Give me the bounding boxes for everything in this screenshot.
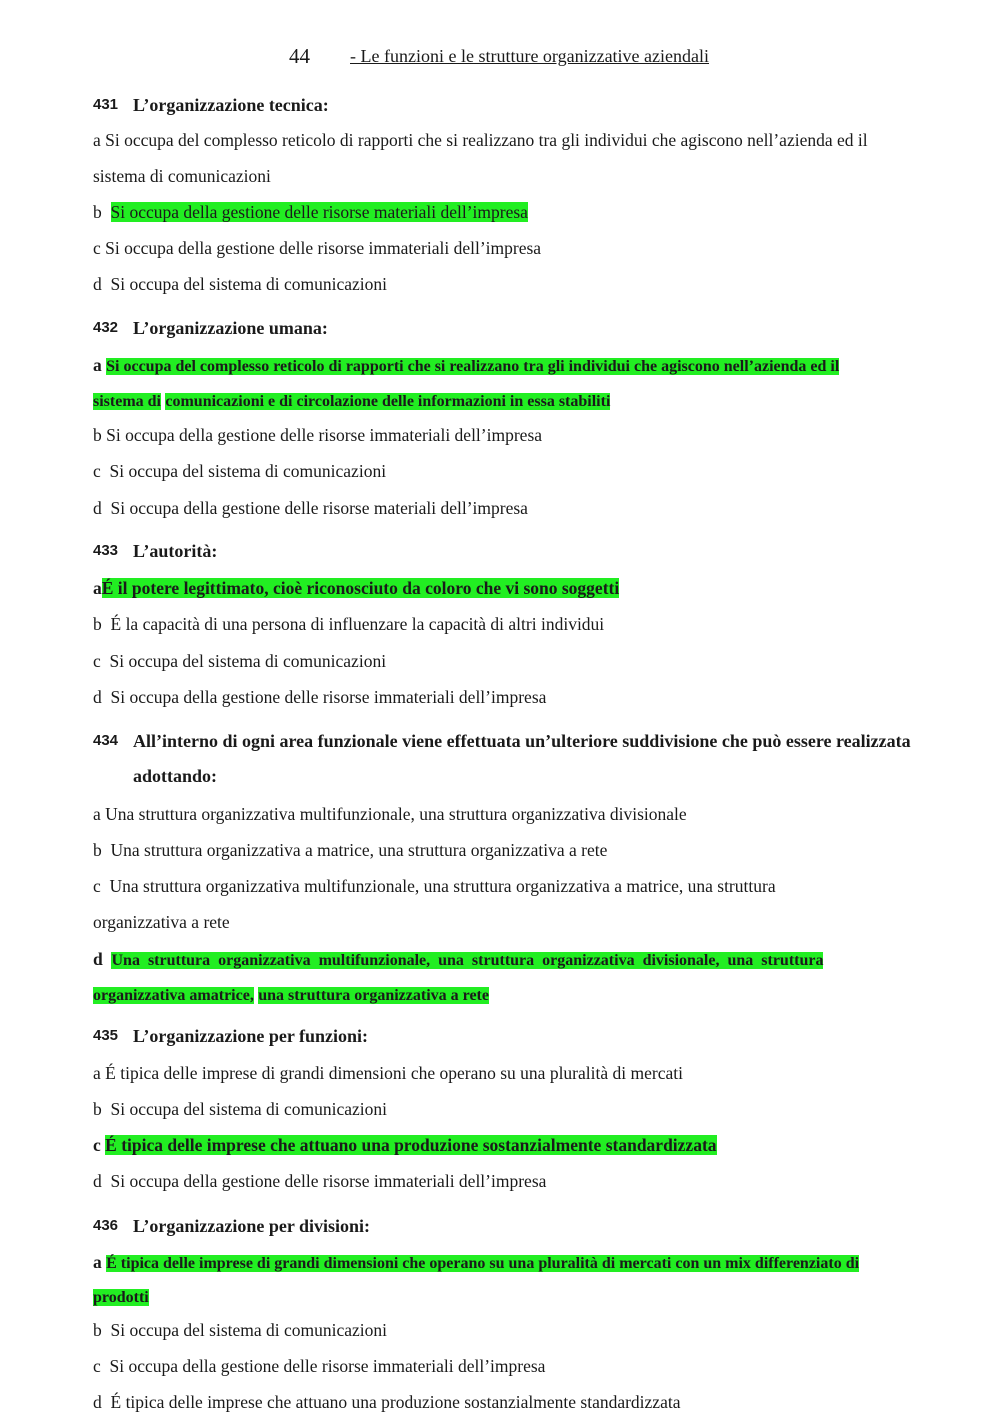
correct-answer-highlight: prodotti — [93, 1289, 149, 1306]
option-letter: a — [93, 1252, 102, 1272]
option-436-a — [93, 1244, 859, 1282]
question-title: L’autorità: — [133, 541, 218, 561]
option-434-c — [93, 868, 776, 904]
option-436-a-cont — [93, 1278, 149, 1316]
option-434-d — [93, 941, 823, 979]
option-434-b — [93, 832, 607, 868]
option-431-a-cont — [93, 158, 271, 194]
option-text: É tipica delle imprese che attuano una produzione sostanzialmente standardizzata — [110, 1392, 681, 1412]
option-435-a — [93, 1055, 683, 1091]
option-text: Una struttura organizzativa multifunzionale, una struttura organizzativa a matrice, una struttura — [109, 876, 776, 896]
option-letter: a — [93, 130, 101, 150]
option-text: Si occupa del sistema di comunicazioni — [109, 461, 387, 481]
correct-answer-highlight: organizzativa amatrice, — [93, 987, 254, 1004]
question-title: L’organizzazione per funzioni: — [133, 1026, 368, 1046]
option-435-d — [93, 1163, 546, 1199]
question-number: 433 — [93, 542, 119, 559]
option-text: Si occupa del sistema di comunicazioni — [110, 1099, 388, 1119]
option-letter: c — [93, 1135, 101, 1155]
option-433-d — [93, 679, 546, 715]
option-text: organizzativa a rete — [93, 912, 230, 932]
option-letter: c — [93, 238, 101, 258]
correct-answer-highlight: comunicazioni e di circolazione delle informazioni in essa stabiliti — [165, 393, 611, 410]
option-433-b — [93, 606, 604, 642]
option-letter: a — [93, 578, 102, 598]
question-432 — [93, 311, 973, 346]
option-text: Si occupa della gestione delle risorse immateriali dell’impresa — [110, 687, 547, 707]
option-letter: d — [93, 687, 102, 707]
option-431-d — [93, 266, 387, 302]
question-title: L’organizzazione tecnica: — [133, 95, 329, 115]
question-number: 431 — [93, 96, 119, 113]
option-text: Si occupa della gestione delle risorse immateriali dell’impresa — [109, 1356, 546, 1376]
option-text: É tipica delle imprese di grandi dimensioni che operano su una pluralità di mercati — [105, 1063, 683, 1083]
option-text: Si occupa del sistema di comunicazioni — [109, 651, 387, 671]
correct-answer-highlight: Una struttura organizzativa multifunzionale, una struttura organizzativa divisionale, una struttura — [111, 952, 824, 969]
option-432-b — [93, 417, 542, 453]
question-435 — [93, 1019, 973, 1054]
chapter-title: - Le funzioni e le strutture organizzative aziendali — [350, 46, 710, 66]
option-letter: c — [93, 651, 101, 671]
correct-answer-highlight: É tipica delle imprese di grandi dimensioni che operano su una pluralità di mercati con un mix differenziato di — [106, 1255, 860, 1272]
question-title-line1: All’interno di ogni area funzionale viene effettuata un’ulteriore suddivisione che può essere realizzata — [133, 731, 911, 751]
option-436-c — [93, 1348, 545, 1384]
option-text: Si occupa della gestione delle risorse immateriali dell’impresa — [110, 1171, 547, 1191]
correct-answer-highlight: É tipica delle imprese che attuano una produzione sostanzialmente standardizzata — [105, 1135, 717, 1155]
option-letter: d — [93, 1392, 102, 1412]
option-letter: c — [93, 876, 101, 896]
question-number: 436 — [93, 1217, 119, 1234]
option-text: É la capacità di una persona di influenzare la capacità di altri individui — [110, 614, 605, 634]
correct-answer-highlight: Si occupa del complesso reticolo di rapporti che si realizzano tra gli individui che agiscono nell’azienda ed il — [106, 358, 840, 375]
question-number: 432 — [93, 319, 119, 336]
question-title: L’organizzazione umana: — [133, 318, 328, 338]
option-text: Si occupa della gestione delle risorse immateriali dell’impresa — [105, 238, 542, 258]
option-letter: a — [93, 804, 101, 824]
question-title: L’organizzazione per divisioni: — [133, 1216, 371, 1236]
option-letter: b — [93, 1320, 102, 1340]
question-434 — [93, 724, 973, 794]
option-435-c — [93, 1127, 717, 1163]
option-434-d-cont — [93, 976, 489, 1014]
option-letter: a — [93, 1063, 101, 1083]
option-434-a — [93, 796, 687, 832]
option-text: sistema di comunicazioni — [93, 166, 271, 186]
option-text: Si occupa della gestione delle risorse materiali dell’impresa — [110, 498, 528, 518]
option-432-a — [93, 347, 839, 385]
correct-answer-highlight: Si occupa della gestione delle risorse materiali dell’impresa — [110, 202, 528, 222]
correct-answer-highlight: sistema di — [93, 393, 161, 410]
option-436-d — [93, 1384, 680, 1420]
option-letter: b — [93, 1099, 102, 1119]
option-431-a — [93, 122, 868, 158]
option-letter: d — [93, 274, 102, 294]
option-435-b — [93, 1091, 387, 1127]
option-text: Una struttura organizzativa multifunzionale, una struttura organizzativa divisionale — [105, 804, 687, 824]
option-431-b — [93, 194, 528, 230]
option-432-c — [93, 453, 386, 489]
option-436-b — [93, 1312, 387, 1348]
question-number: 434 — [93, 732, 119, 749]
option-letter: b — [93, 614, 102, 634]
option-text: Si occupa della gestione delle risorse immateriali dell’impresa — [106, 425, 543, 445]
option-431-c — [93, 230, 541, 266]
question-431 — [93, 88, 973, 123]
option-letter: b — [93, 425, 102, 445]
question-436 — [93, 1209, 973, 1244]
option-text: Si occupa del sistema di comunicazioni — [110, 1320, 388, 1340]
page-number: 44 — [289, 44, 310, 68]
option-433-c — [93, 643, 386, 679]
option-letter: c — [93, 1356, 101, 1376]
question-433 — [93, 534, 973, 569]
option-text: Si occupa del sistema di comunicazioni — [110, 274, 388, 294]
page-header — [0, 44, 1000, 74]
option-432-a-cont — [93, 382, 610, 420]
option-text: Si occupa del complesso reticolo di rapporti che si realizzano tra gli individui che agiscono nell’azienda ed il — [105, 130, 868, 150]
option-letter: d — [93, 498, 102, 518]
option-letter: d — [93, 949, 103, 969]
correct-answer-highlight: É il potere legittimato, cioè riconosciuto da coloro che vi sono soggetti — [101, 578, 620, 598]
option-text: Una struttura organizzativa a matrice, una struttura organizzativa a rete — [110, 840, 608, 860]
option-letter: a — [93, 355, 102, 375]
option-434-c-cont — [93, 904, 230, 940]
option-letter: b — [93, 840, 102, 860]
option-letter: b — [93, 202, 102, 222]
option-letter: c — [93, 461, 101, 481]
question-number: 435 — [93, 1027, 119, 1044]
option-letter: d — [93, 1171, 102, 1191]
question-title-line2: adottando: — [133, 766, 218, 786]
correct-answer-highlight: una struttura organizzativa a rete — [258, 987, 489, 1004]
option-432-d — [93, 490, 528, 526]
option-433-a — [93, 570, 619, 606]
